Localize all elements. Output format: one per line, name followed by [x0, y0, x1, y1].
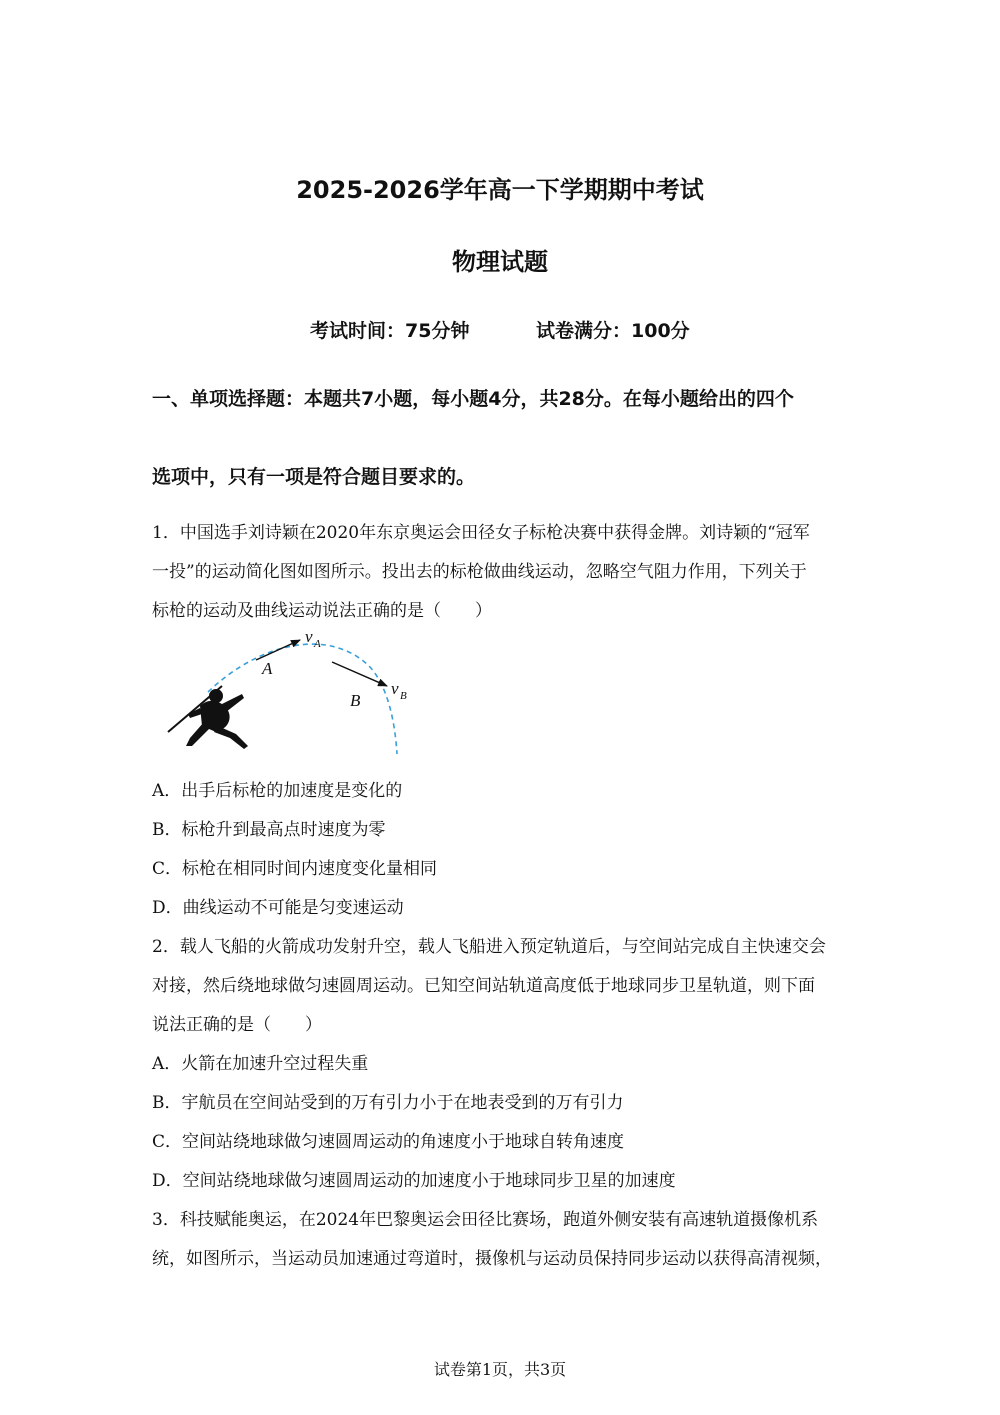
q1-text-line3: 标枪的运动及曲线运动说法正确的是（ ） — [152, 601, 492, 621]
section-heading-line2: 选项中，只有一项是符合题目要求的。 — [152, 466, 476, 488]
q1-text-line1: 1．中国选手刘诗颖在2020年东京奥运会田径女子标枪决赛中获得金牌。刘诗颖的“冠军 — [152, 523, 810, 543]
q1-option-b: B．标枪升到最高点时速度为零 — [152, 820, 386, 840]
q2-option-d: D．空间站绕地球做匀速圆周运动的加速度小于地球同步卫星的加速度 — [152, 1171, 676, 1191]
page-footer: 试卷第1页，共3页 — [433, 1360, 567, 1379]
velocity-b-arrow — [332, 662, 387, 686]
label-a: A — [262, 659, 273, 678]
section-heading-line1: 一、单项选择题：本题共7小题，每小题4分，共28分。在每小题给出的四个 — [152, 388, 794, 410]
exam-time: 考试时间：75分钟 — [310, 320, 470, 342]
q2-option-b: B．宇航员在空间站受到的万有引力小于在地表受到的万有引力 — [152, 1093, 624, 1113]
q2-option-c: C．空间站绕地球做匀速圆周运动的角速度小于地球自转角速度 — [152, 1132, 625, 1152]
q1-text-line2: 一投”的运动简化图如图所示。投出去的标枪做曲线运动，忽略空气阻力作用，下列关于 — [152, 562, 807, 582]
q1-option-a: A．出手后标枪的加速度是变化的 — [152, 781, 403, 801]
label-va-sub: A — [314, 638, 321, 650]
exam-subtitle: 物理试题 — [452, 248, 548, 276]
exam-title: 2025-2026学年高一下学期期中考试 — [296, 176, 704, 204]
q2-text-line1: 2．载人飞船的火箭成功发射升空，载人飞船进入预定轨道后，与空间站完成自主快速交会 — [152, 937, 826, 957]
q1-option-d: D．曲线运动不可能是匀变速运动 — [152, 898, 404, 918]
velocity-a-arrow — [256, 640, 300, 660]
full-score: 试卷满分：100分 — [536, 320, 690, 342]
label-va: v — [305, 627, 313, 646]
q2-text-line3: 说法正确的是（ ） — [152, 1015, 322, 1035]
athlete-silhouette-icon — [168, 686, 248, 749]
q2-text-line2: 对接，然后绕地球做匀速圆周运动。已知空间站轨道高度低于地球同步卫星轨道，则下面 — [152, 976, 815, 996]
javelin-trajectory-figure — [160, 622, 420, 762]
q2-option-a: A．火箭在加速升空过程失重 — [152, 1054, 369, 1074]
q3-text-line1: 3．科技赋能奥运，在2024年巴黎奥运会田径比赛场，跑道外侧安装有高速轨道摄像机系 — [152, 1210, 819, 1230]
label-vb-sub: B — [400, 690, 407, 702]
label-vb: v — [391, 679, 399, 698]
label-b: B — [350, 691, 361, 710]
q1-option-c: C．标枪在相同时间内速度变化量相同 — [152, 859, 438, 879]
q3-text-line2: 统，如图所示，当运动员加速通过弯道时，摄像机与运动员保持同步运动以获得高清视频， — [152, 1249, 832, 1269]
